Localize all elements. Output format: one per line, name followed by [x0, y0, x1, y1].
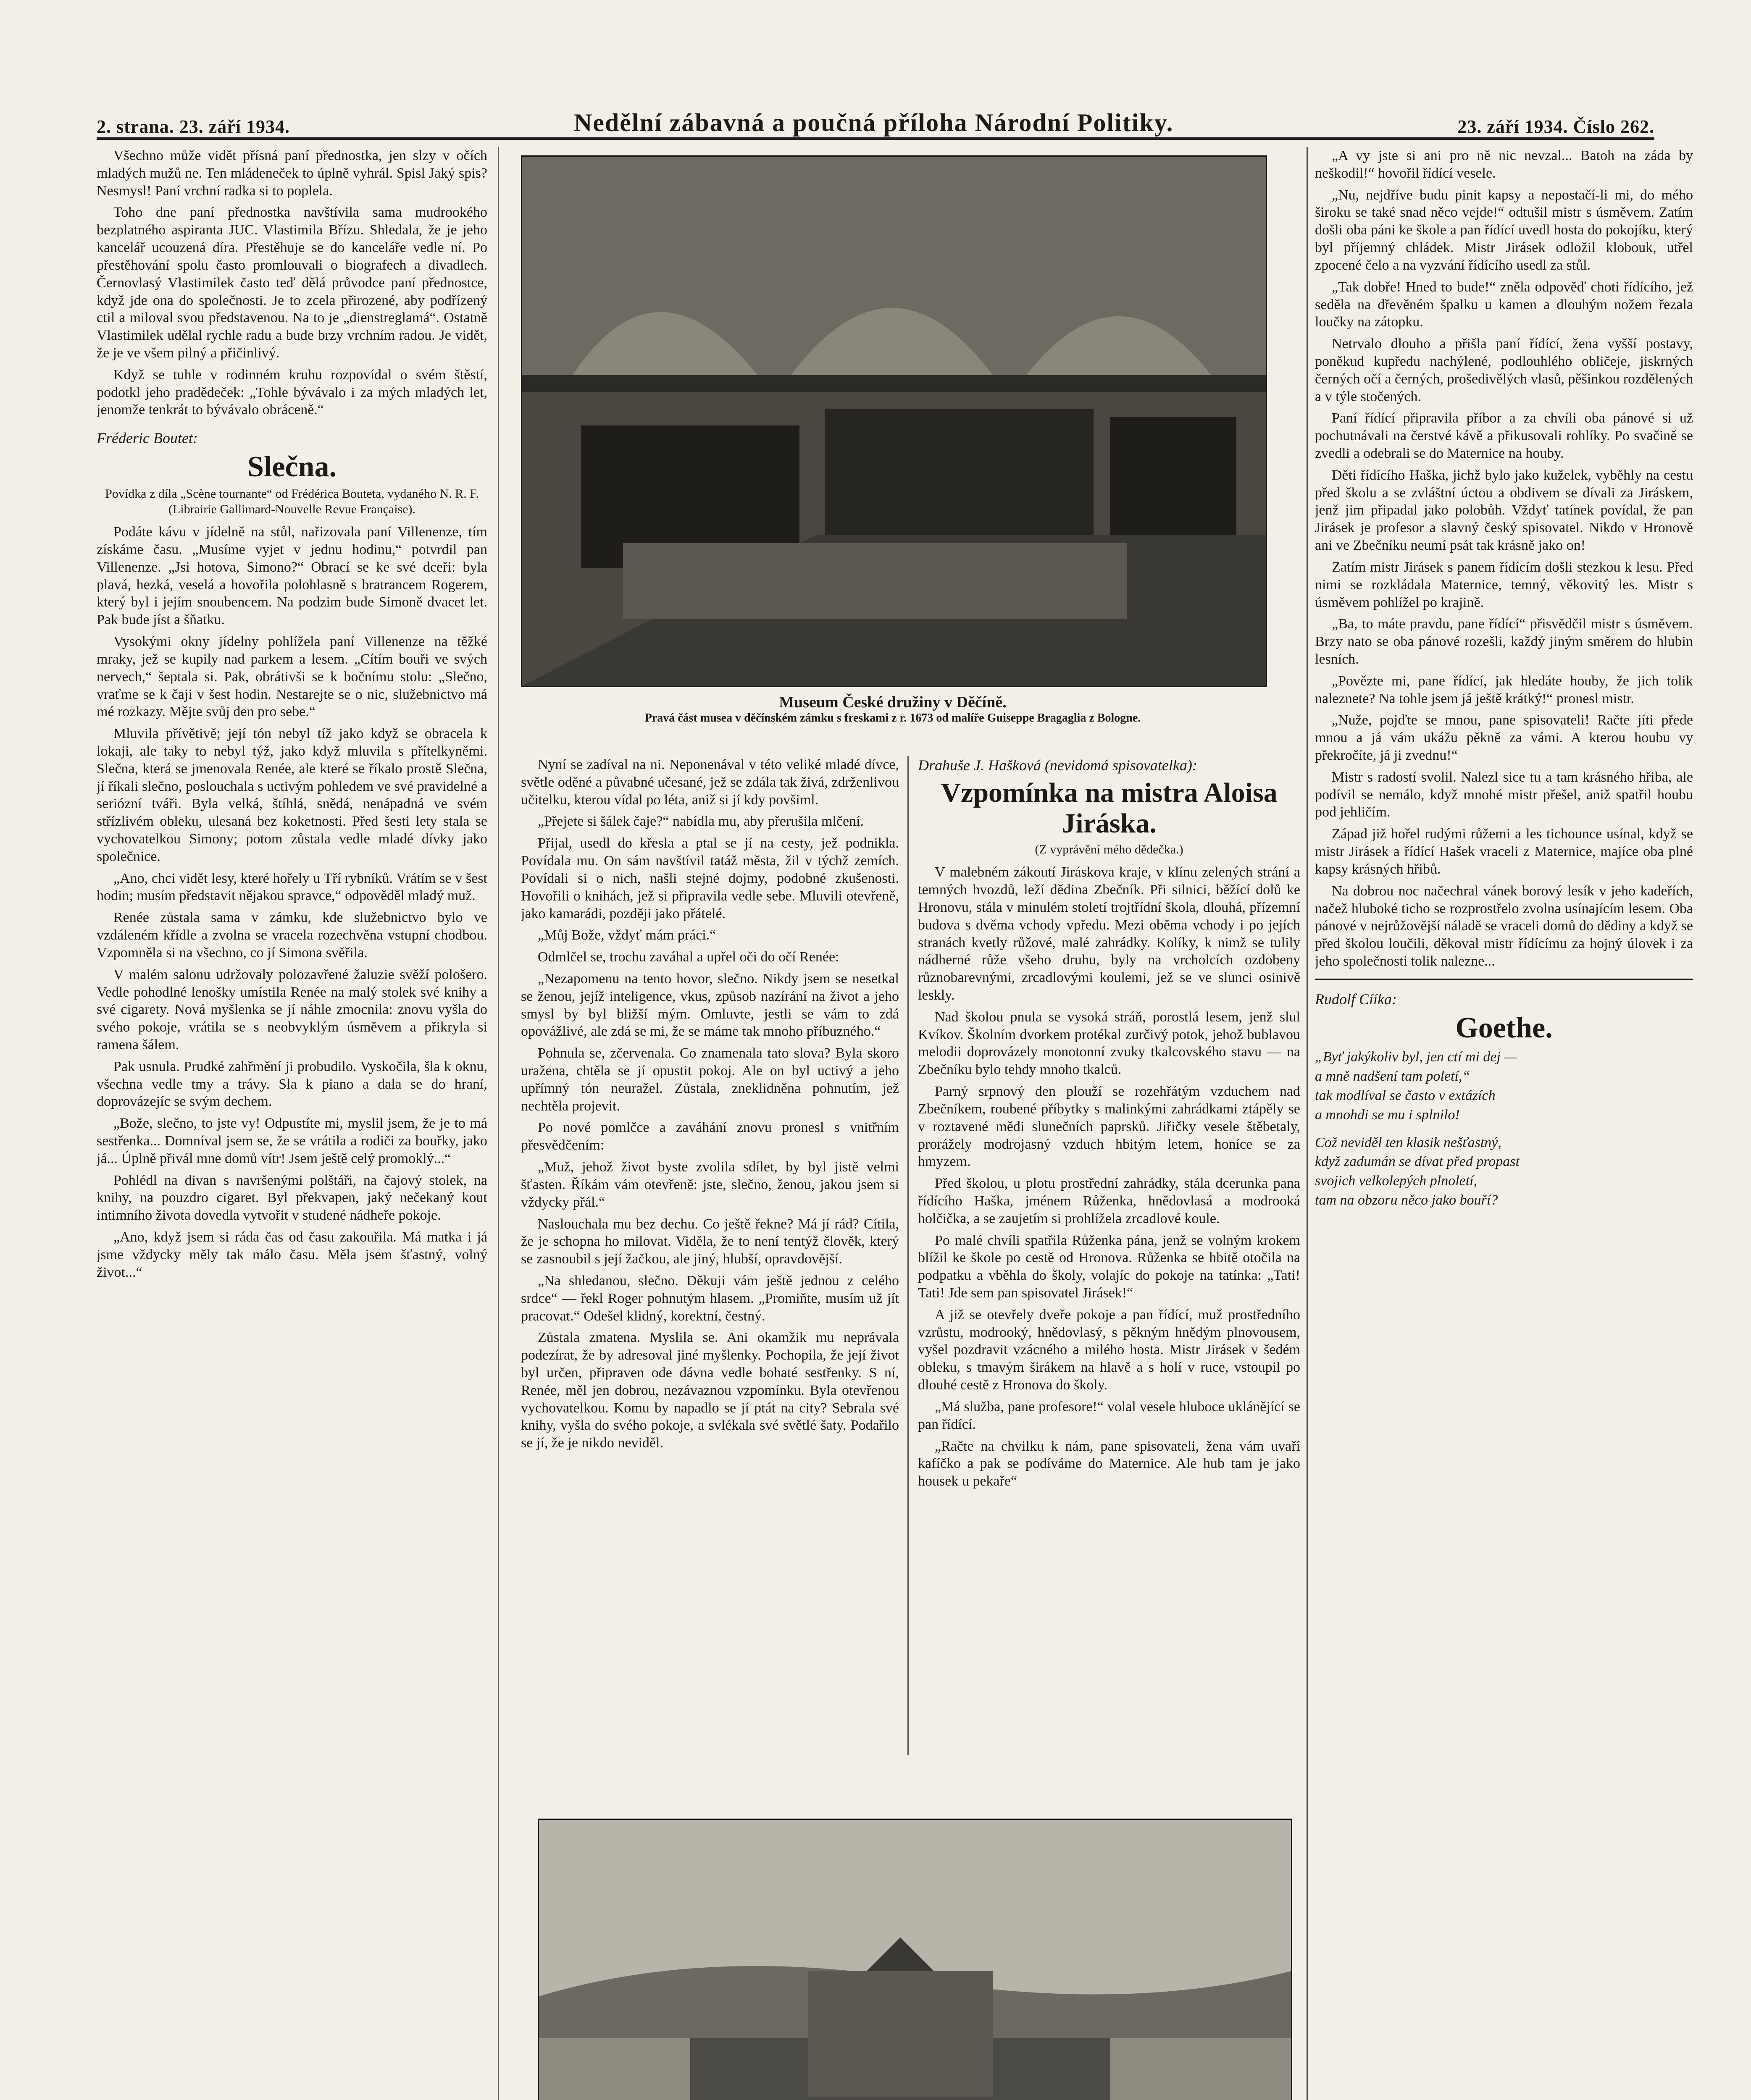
col2-paragraph: „Na shledanou, slečno. Děkuji vám ještě jednou z celého srdce“ — řekl Roger pohnutým hlasem. „Promiňte, musím už jít pracovat.“ Odešel klidný, korektní, čestný.: [521, 1273, 899, 1324]
col4-paragraph: „Tak dobře! Hned to bude!“ zněla odpověď choti řídícího, jež seděla na dřevěném špalku u kamen a dlouhým nožem řezala loučky na zátopku.: [1315, 279, 1693, 330]
column-1: [97, 147, 487, 2100]
garden-photo-illustration: [539, 1820, 1291, 2100]
header-title: Nedělní zábavná a poučná příloha Národní Politiky.: [573, 109, 1174, 136]
poem-body: [1315, 1047, 1693, 1210]
header-date-left: 2. strana. 23. září 1934.: [97, 116, 290, 137]
col2-paragraph: Přijal, usedl do křesla a ptal se jí na cesty, jež podnikla. Povídala mu. On sám navštívil tatáž města, žil v týchž zemích. Povídali si o nich, našli stejné dojmy, podobné zkušenosti. Hovořili o knihách, jež si připravila vedle sebe. Mluvili otevřeně, jako kamarádi, později jako přátelé.: [521, 835, 899, 921]
col2-paragraph: Pohnula se, zčervenala. Co znamenala tato slova? Byla skoro uražena, chtěla se jí opustit pokoj. Ale on byl uctivý a jeho upřímný tón neuražel. Zůstala, zneklidněna pohnutím, jež nechtěla projevit.: [521, 1045, 899, 1114]
col2-paragraph: „Nezapomenu na tento hovor, slečno. Nikdy jsem se nesetkal se ženou, jejíž inteligence, vkus, způsob nazírání na život a jeho smysl by byl bližší mým. Omluvte, jestli se vám to zdá opovážlivé, ale zdá se mi, že se máme tak mnoho příbuzného.“: [521, 971, 899, 1040]
col1-paragraph: Renée zůstala sama v zámku, kde služebnictvo bylo ve vzdáleném křídle a zvolna se vracela rozechvěna vstupní chodbou. Vzpomněla si na všechno, co jí Simona svěřila.: [97, 910, 487, 961]
col3-paragraph: „Má služba, pane profesore!“ volal vesele hluboce uklánějící se pan řídící.: [918, 1399, 1300, 1432]
article-title: Vzpomínka na mistra Aloisa Jiráska.: [941, 777, 1278, 839]
caption-title: Museum České družiny v Děčíně.: [779, 693, 1007, 711]
col2-paragraph: Po nové pomlčce a zaváhání znovu pronesl s vnitřním přesvědčením:: [521, 1120, 899, 1153]
poem-line: „Byť jakýkoliv byl, jen ctí mi dej —: [1315, 1049, 1517, 1065]
col3-paragraph: V malebném zákoutí Jiráskova kraje, v klínu zelených strání a temných hvozdů, leží dědina Zbečník. Při silnici, běžící dolů ke Hronovu, stála v minulém století trojtřídní škola, dlouhá, přízemní budova s dvěma vchody vpředu. Mezi oběma vchody i po jejích stranách kvetly růžové, malé zahrádky. Kolíky, k nimž se tulily nádherné růže všeho druhu, byly na vrcholcích ozdobeny různobarevnými, zrcadlovými koulemi, jež se ve slunci osinivě leskly.: [918, 864, 1300, 1003]
poem-line: Což neviděl ten klasik nešťastný,: [1315, 1134, 1501, 1150]
col4-paragraph: „Nuže, pojďte se mnou, pane spisovateli! Račte jíti přede mnou a já vám ukážu pěkně za vámi. A kterou houbu vy překročíte, já ji zvednu!“: [1315, 712, 1693, 763]
col4-paragraph: „A vy jste si ani pro ně nic nevzal... Batoh na záda by neškodil!“ hovořil řídící vesele.: [1315, 148, 1693, 181]
col4-paragraph: Mistr s radostí svolil. Nalezl sice tu a tam krásného hřiba, ale podívil se nemálo, když mnohé mistr přešel, aniž spatřil houbu pod jehličím.: [1315, 769, 1693, 820]
poem-line: svojich velkolepých plnoletí,: [1315, 1173, 1478, 1189]
museum-photo: [521, 155, 1267, 687]
col2-paragraph: „Muž, jehož život byste zvolila sdílet, by byl jistě velmi šťasten. Říkám vám otevřeně: jste, slečno, ženou, jakou jsem si vždycky přál.“: [521, 1159, 899, 1210]
col1-paragraph: V malém salonu udržovaly polozavřené žaluzie svěží pološero. Vedle pohodlné lenošky umístila Renée na malý stolek své knihy a své cigarety. Nová myšlenka se jí náhle zmocnila: znovu vyšla do svého pokoje, vrátila se s neobvyklým úsměvem a přikryla si ramena šálem.: [97, 966, 487, 1053]
col2-paragraph: Zůstala zmatena. Myslila se. Ani okamžik mu neprávala podezírat, že by adresoval jiné myšlenky. Pochopila, že její život byl určen, připraven ode dávna vedle bohaté sestřenky. S ní, Renée, měl jen dobrou, nezávaznou vzpomínku. Byla otevřenou vychovatelkou. Komu by napadlo se jí ptát na city? Sebrala své knihy, vyšla do svého pokoje, a svlékala své světlé šaty. Podařilo se jí, že je nikdo neviděl.: [521, 1330, 899, 1451]
column-3: [918, 756, 1300, 1755]
col4-paragraph: Zatím mistr Jirásek s panem řídícím došli stezkou k lesu. Před nimi se rozkládala Maternice, temný, věkovitý les. Mistr s úsměvem pohlížel po krajině.: [1315, 559, 1693, 610]
col4-paragraph: „Nu, nejdříve budu pinit kapsy a nepostačí-li mi, do mého široku se také snad něco vejde!“ odtušil mistr s úsměvem. Zatím došli oba páni ke škole a pan řídící uvedl hosta do pokojíku, který byl příjemný chládek. Mistr Jirásek odložil klobouk, utřel zpocené čelo a na vyzvání řídícího usedl za stůl.: [1315, 187, 1693, 273]
col3-paragraph: Nad školou pnula se vysoká stráň, porostlá lesem, jenž slul Kvíkov. Školním dvorkem protékal zurčivý potok, jehož bublavou melodii doprovázely monotonní zvuky tkalcovského stavu — na Zbečníku bylo tehdy mnoho tkalců.: [918, 1009, 1300, 1078]
article-subtitle: (Z vyprávění mého dědečka.): [1035, 843, 1183, 857]
col1-paragraph: Když se tuhle v rodinném kruhu rozpovídal o svém štěstí, podotkl jeho pradědeček: „Tohle bývávalo i za mých mladých let, jenomže tenkrát to bývávalo obráceně.“: [97, 367, 487, 418]
col2-paragraph: „Přejete si šálek čaje?“ nabídla mu, aby přerušila mlčení.: [538, 814, 864, 830]
col2-paragraph: Naslouchala mu bez dechu. Co ještě řekne? Má jí rád? Cítila, že je schopna ho milovat. Viděla, že to není tentýž člověk, který se zasnoubil s její žačkou, ale jiný, hlubší, opravdovější.: [521, 1216, 899, 1267]
col1-paragraph: Mluvila přívětivě; její tón nebyl tíž jako když se obracela k lokaji, ale taky to nebyl týž, jako když mluvila s přítelkyněmi. Slečna, která se jmenovala Renée, ale které se říkalo prostě Slečna, jí říkali slečno, poslouchala s uctivým pohledem ve své pravidelné a seriózní tváři. Byla velká, štíhlá, snědá, nenápadná ve svém střízlivém obleku, ulesaná bez koketnosti. Před šesti lety stala se vychovatelkou Simony; potom zůstala vedle mladé dívky jako společnice.: [97, 726, 487, 864]
col4-paragraph: Západ již hořel rudými růžemi a les tichounce usínal, když se mistr Jirásek a řídící Hašek vraceli z Maternice, majíce oba plné kapsy krásných hřibů.: [1315, 826, 1693, 877]
poem-line: tak modlíval se často v extázích: [1315, 1087, 1496, 1103]
poem-line: když zadumán se dívat před propast: [1315, 1154, 1520, 1170]
col1-paragraph: Toho dne paní přednostka navštívila sama mudrookého bezplatného aspiranta JUC. Vlastimila Břízu. Shledala, že je jeho kancelář ucouzená díra. Přestěhuje se do kanceláře vedle ní. Po přestěhování spolu často promlouvali o biografech a divadlech. Černovlasý Vlastimilek často teď dělá průvodce paní přednostce, když jde ona do společnosti. Je to zcela přirozené, aby podřízený ctil a miloval svou představenou. Na to je „dienstreglamá“. Ostatně Vlastimilek udělal rychle radu a bude brzy vrchním radou. Je vidět, že je ve všem pilný a přičinlivý.: [97, 205, 487, 361]
col1-paragraph: „Ano, chci vidět lesy, které hořely u Tří rybníků. Vrátím se v šest hodin; musím představit nějakou spravce,“ odpověděl mladý muž.: [97, 870, 487, 904]
poem-line: tam na obzoru něco jako bouří?: [1315, 1192, 1498, 1208]
header-date-right: 23. září 1934. Číslo 262.: [1457, 116, 1654, 137]
col4-paragraph: Netrvalo dlouho a přišla paní řídící, žena vyšší postavy, poněkud kupředu nachýlené, podlouhlého obličeje, jiskrných černých očí a černých, prošedivělých vlasů, pěšinkou rozdělených a v týle stočených.: [1315, 336, 1693, 404]
section-divider: [1315, 979, 1693, 980]
col3-paragraph: Po malé chvíli spatřila Růženka pána, jenž se volným krokem blížil ke škole po cestě od Hronova. Růženka se hbitě otočila na podpatku a vběhla do školy, volajíc do pokoje na tatínka: „Tati! Tati! Jde sem pan spisovatel Jirásek!“: [918, 1232, 1300, 1301]
col3-paragraph: Před školou, u plotu prostřední zahrádky, stála dcerunka pana řídícího Haška, jménem Růženka, hnědovlasá a modrooká holčička, a se zaujetím si prohlížela zrcadlové koule.: [918, 1176, 1300, 1226]
column-4: [1315, 147, 1693, 2100]
col3-paragraph: A již se otevřely dveře pokoje a pan řídící, muž prostředního vzrůstu, modrooký, hnědovlasý, s pěkným hnědým plnovousem, vyšel pozdravit vzácného a milého hosta. Mistr Jirásek v šedém obleku, s tmavým širákem na hlavě a s holí v ruce, vstoupil po dlouhé cestě z Hronova do školy.: [918, 1307, 1300, 1393]
article-subtitle: Povídka z díla „Scène tournante“ od Frédérica Bouteta, vydaného N. R. F. (Librairie Gallimard-Nouvelle Revue Française).: [105, 487, 479, 517]
article-author: Fréderic Boutet:: [97, 430, 198, 447]
col1-paragraph: „Ano, když jsem si ráda čas od času zakouřila. Má matka i já jsme vždycky měly tak málo času. Měla jsem šťastný, volný život...“: [97, 1229, 487, 1280]
col1-paragraph: „Bože, slečno, to jste vy! Odpustíte mi, myslil jsem, že je to má sestřenka... Domníval jsem se, že se vrátila a rodiči za bouřky, jako já... Úplně přivál mne domů vítr! Jsem ještě celý promoklý...“: [97, 1116, 487, 1166]
col1-paragraph: Všechno může vidět přísná paní přednostka, jen slzy v očích mladých mužů ne. Ten mládeneček to úplně vyhrál. Spisl Jaký spis? Nesmysl! Paní vrchní radka si to poplela.: [97, 148, 487, 199]
col4-paragraph: Děti řídícího Haška, jichž bylo jako kuželek, vyběhly na cestu před školu a se zvláštní úctou a obdivem se dívali za Jiráskem, jenž jim připadal jako polobůh. Vždyť tatínek povídal, že pan Jirásek je profesor a slavný český spisovatel. Nikdo v Hronově ani ve Zbečníku neumí psát tak krásně jako on!: [1315, 467, 1693, 554]
poem-line: a mně nadšení tam poletí,“: [1315, 1068, 1470, 1084]
column-rule: [498, 147, 499, 2100]
col4-paragraph: „Povězte mi, pane řídící, jak hledáte houby, že jich tolik naleznete? Na tohle jsem já ještě krátký!“ pronesl mistr.: [1315, 673, 1693, 706]
col4-paragraph: „Ba, to máte pravdu, pane řídící“ přisvědčil mistr s úsměvem. Brzy nato se oba pánové rozešli, každý jiným směrem do hlubin lesních.: [1315, 616, 1693, 667]
col4-paragraph: Na dobrou noc načechral vánek borový lesík v jeho kadeřích, načež hluboké ticho se rozprostřelo zvolna usínajícím lesem. Oba pánové v nejrůžovější náladě se vraceli domů do dědiny a když se před školou loučili, děkoval mistr řídícímu za hojný úlovek i za jeho společnosti tolik nalezne...: [1315, 883, 1693, 969]
museum-photo-caption: [521, 693, 1265, 725]
article-author: Drahuše J. Hašková (nevidomá spisovatelka):: [918, 757, 1197, 774]
col1-paragraph: Pak usnula. Prudké zahřmění ji probudilo. Vyskočila, šla k oknu, všechna vedle tmy a trávy. Sla k piano a dala se do hraní, doprovázejíc se svým dechem.: [97, 1058, 487, 1110]
col3-paragraph: „Račte na chvilku k nám, pane spisovateli, žena vám uvaří kafíčko a pak se podíváme do Maternice. Ale hub tam je jako housek u pekaře“: [918, 1438, 1300, 1489]
column-2: [521, 756, 899, 1755]
col2-paragraph: „Můj Bože, vždyť mám práci.“: [538, 927, 716, 943]
poem-line: a mnohdi se mu i splnilo!: [1315, 1107, 1460, 1123]
col1-paragraph: Pohlédl na divan s navršenými polštáři, na čajový stolek, na knihy, na pouzdro cigaret. Byl překvapen, jaký nečekaný kout intimního života dovedla vytvořit v studené nádheře pokoje.: [97, 1172, 487, 1223]
poem-title: Goethe.: [1455, 1012, 1553, 1045]
garden-photo: [538, 1819, 1292, 2100]
column-rule: [907, 756, 909, 1755]
poem-line: [1315, 1125, 1693, 1133]
article-title: Slečna.: [247, 451, 337, 483]
col2-paragraph: Odmlčel se, trochu zaváhal a upřel oči do očí Renée:: [538, 949, 839, 965]
caption-subtitle: Pravá část musea v děčínském zámku s freskami z r. 1673 od malíře Guiseppe Bragaglia z Bologne.: [644, 711, 1141, 724]
col1-paragraph: Vysokými okny jídelny pohlížela paní Villenenze na těžké mraky, jež se kupily nad parkem a lesem. „Cítím bouři ve svých nervech,“ šeptala si. Pak, obrátivši se k bočnímu stolu: „Slečno, vraťme se k čaji v šest hodin. Nestarejte se o nic, služebnictvo má mé rozkazy. Mějte svůj den pro sebe.“: [97, 634, 487, 720]
museum-photo-illustration: [522, 157, 1266, 686]
col3-paragraph: Parný srpnový den plouží se rozehřátým vzduchem nad Zbečníkem, roubené příbytky s malinkými zahrádkami ztápěly se v roztavené mědi slunečních paprsků. Jiřičky vesele štěbetaly, prorážely modrojasný vzduch hbitým letem, honíce se za hmyzem.: [918, 1084, 1300, 1170]
poem-author: Rudolf Cííka:: [1315, 990, 1397, 1008]
col1-paragraph: Podáte kávu v jídelně na stůl, nařizovala paní Villenenze, tím získáme času. „Musíme vyjet v jednu hodinu,“ potvrdil pan Villenenze. „Jsi hotova, Simono?“ Obrací se ke své dceři: byla plavá, hezká, veselá a hovořila polohlasně s bratrancem Rogerem, který byl i jejím snoubencem. Na podzim bude Simoně dvacet let. Pak bude jíst a šňatku.: [97, 524, 487, 628]
col4-paragraph: Paní řídící připravila příbor a za chvíli oba pánové si už pochutnávali na čerstvé kávě a přikusovali rohlíky. Po svačině se zvedli a odebrali se do Maternice na houby.: [1315, 410, 1693, 461]
column-rule: [1307, 147, 1308, 2100]
masthead: [97, 107, 1654, 140]
col2-paragraph: Nyní se zadíval na ni. Neponenával v této veliké mladé dívce, světle oděné a půvabné učesané, jež se zdála tak živá, zdrženlivou učitelku, kterou vídal po léta, aniž si jí kdy povšiml.: [521, 757, 899, 808]
